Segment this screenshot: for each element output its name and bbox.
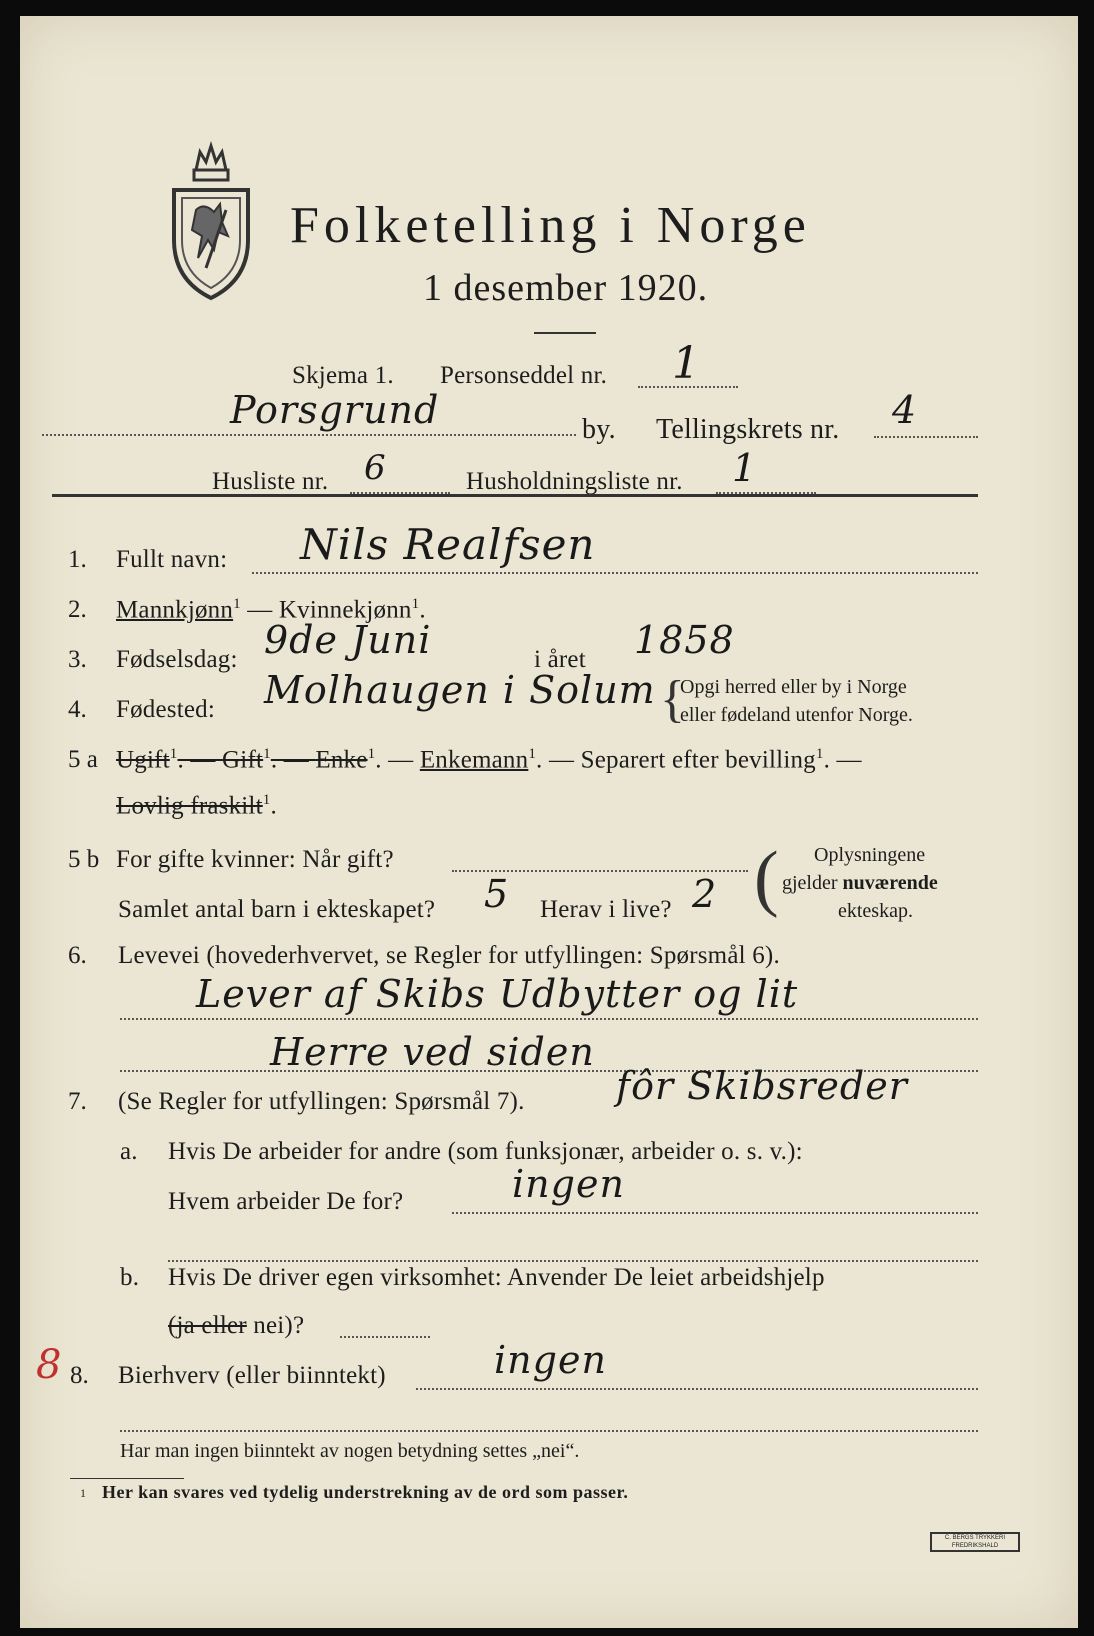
q8-margin-mark: 8 (36, 1342, 63, 1388)
q4-value: Molhaugen i Solum (264, 668, 656, 712)
q2-sup-1: 1 (233, 596, 241, 612)
q2-end: . (419, 596, 426, 624)
q3-number: 3. (68, 646, 87, 673)
husholdningsliste-value: 1 (732, 446, 758, 490)
q7a-line-2 (168, 1260, 978, 1262)
q5b-note-2 (782, 872, 938, 895)
q5a-number: 5 a (68, 746, 98, 773)
q8-label: Bierhverv (eller biinntekt) (118, 1362, 386, 1389)
q3-label: Fødselsdag: (116, 646, 238, 673)
q7-number: 7. (68, 1088, 87, 1115)
q7a-value: ingen (512, 1162, 625, 1206)
printer-stamp: C. BERGS TRYKKERI FREDRIKSHALD (930, 1532, 1020, 1552)
q5a-ugift: Ugift (116, 746, 170, 774)
q3-year: 1858 (634, 618, 735, 662)
q5a-sup-3: 1 (367, 746, 376, 762)
q4-brace: { (660, 671, 685, 728)
q4-note-1: Opgi herred eller by i Norge (680, 676, 907, 698)
q8-line-2 (120, 1430, 978, 1432)
q2-mann: Mannkjønn (116, 596, 234, 624)
q7b-letter: b. (120, 1264, 140, 1291)
form-title: Folketelling i Norge (290, 197, 811, 254)
personseddel-value: 1 (672, 338, 701, 389)
q7b-ja: (ja eller (168, 1312, 247, 1339)
q3-value: 9de Juni (264, 618, 432, 662)
husholdningsliste-label: Husholdningsliste nr. (466, 468, 683, 495)
header-separator (52, 494, 978, 497)
q8-number: 8. (70, 1362, 89, 1389)
q5a-sup-4: 1 (528, 746, 537, 762)
q6-line-1 (120, 1018, 978, 1020)
q5b-note-2b: nuværende (842, 872, 938, 894)
q5b-number: 5 b (68, 846, 100, 873)
q8-line (416, 1388, 978, 1390)
q2-number: 2. (68, 596, 87, 623)
q7-label: (Se Regler for utfyllingen: Spørsmål 7). (118, 1088, 525, 1115)
q5a-enkemann: Enkemann (419, 746, 529, 774)
q7b-line (340, 1336, 430, 1338)
title-divider (534, 332, 596, 334)
q7a-line (452, 1212, 978, 1214)
q6-value-2: Herre ved siden (270, 1030, 595, 1074)
footnote-rule (70, 1478, 184, 1479)
q1-line (252, 572, 978, 574)
q6-value-1: Lever af Skibs Udbytter og lit (196, 972, 799, 1016)
q7a-letter: a. (120, 1138, 138, 1165)
q2-sup-2: 1 (411, 596, 420, 612)
q7-value: fôr Skibsreder (616, 1064, 908, 1108)
tellingskrets-label: Tellingskrets nr. (656, 414, 840, 445)
coat-of-arms-icon (168, 140, 254, 302)
q1-value: Nils Realfsen (300, 520, 596, 569)
city-value: Porsgrund (230, 388, 440, 432)
q4-number: 4. (68, 696, 87, 723)
q5a-gift: Gift (222, 746, 264, 774)
q5a-sup-6: 1 (262, 792, 271, 808)
q5a-sup-1: 1 (169, 746, 178, 762)
q5b-note-3: ekteskap. (838, 900, 913, 922)
q5a-separert: Separert efter bevilling (580, 746, 816, 774)
q2-kvinne: — Kvinnekjønn (247, 596, 412, 624)
skjema-label: Skjema 1. (292, 362, 394, 389)
q5a-sup-2: 1 (263, 746, 271, 762)
census-form-sheet (20, 16, 1078, 1628)
q5b-live-value: 2 (692, 872, 718, 916)
q5b-label: For gifte kvinner: Når gift? (116, 846, 394, 873)
q5b-note-1: Oplysningene (814, 844, 926, 866)
q5b-brace: ( (754, 837, 779, 919)
q6-label: Levevei (hovederhvervet, se Regler for utfyllingen: Spørsmål 6). (118, 942, 780, 969)
q7b-nei: nei)? (253, 1312, 305, 1339)
tellingskrets-value: 4 (892, 388, 918, 432)
q5a-enke: Enke (315, 746, 368, 774)
q7a-question: Hvem arbeider De for? (168, 1188, 404, 1215)
q3-aaret-label: i året (534, 646, 586, 673)
q5b-barn-value: 5 (484, 872, 510, 916)
biinntekt-note: Har man ingen biinntekt av nogen betydning settes „nei“. (120, 1440, 580, 1462)
q7b-options (168, 1312, 304, 1340)
footnote-number: 1 (80, 1486, 86, 1500)
q8-value: ingen (494, 1338, 607, 1382)
q7a-text: Hvis De arbeider for andre (som funksjonær, arbeider o. s. v.): (168, 1138, 803, 1165)
q4-label: Fødested: (116, 696, 216, 723)
q1-number: 1. (68, 546, 87, 573)
q1-label: Fullt navn: (116, 546, 228, 573)
q5a-lovlig-row: Lovlig fraskilt$^1$. (116, 792, 277, 820)
q7b-text: Hvis De driver egen virksomhet: Anvender De leiet arbeidshjelp (168, 1264, 825, 1291)
q5a-sup-5: 1 (815, 746, 824, 762)
husliste-value: 6 (364, 448, 387, 488)
q5a-lovlig: Lovlig fraskilt (116, 792, 263, 820)
census-date: 1 desember 1920. (423, 267, 709, 309)
q6-number: 6. (68, 942, 87, 969)
tellingskrets-line (874, 436, 978, 438)
husliste-label: Husliste nr. (212, 468, 329, 495)
q4-note-2: eller fødeland utenfor Norge. (680, 704, 913, 726)
q5b-barn-label: Samlet antal barn i ekteskapet? (118, 896, 436, 923)
q5a-options: Ugift$^1$. — Gift$^1$. — Enke$^1$. — Enkemann$^1$. — Separert efter bevilling$^1$. — (116, 746, 862, 774)
by-label: by. (582, 414, 616, 445)
q5b-live-label: Herav i live? (540, 896, 672, 923)
q5b-note-2a: gjelder (782, 872, 838, 894)
footnote-text: Her kan svares ved tydelig understrekning av de ord som passer. (102, 1482, 629, 1502)
city-line (42, 434, 576, 436)
personseddel-label: Personseddel nr. (440, 362, 608, 389)
